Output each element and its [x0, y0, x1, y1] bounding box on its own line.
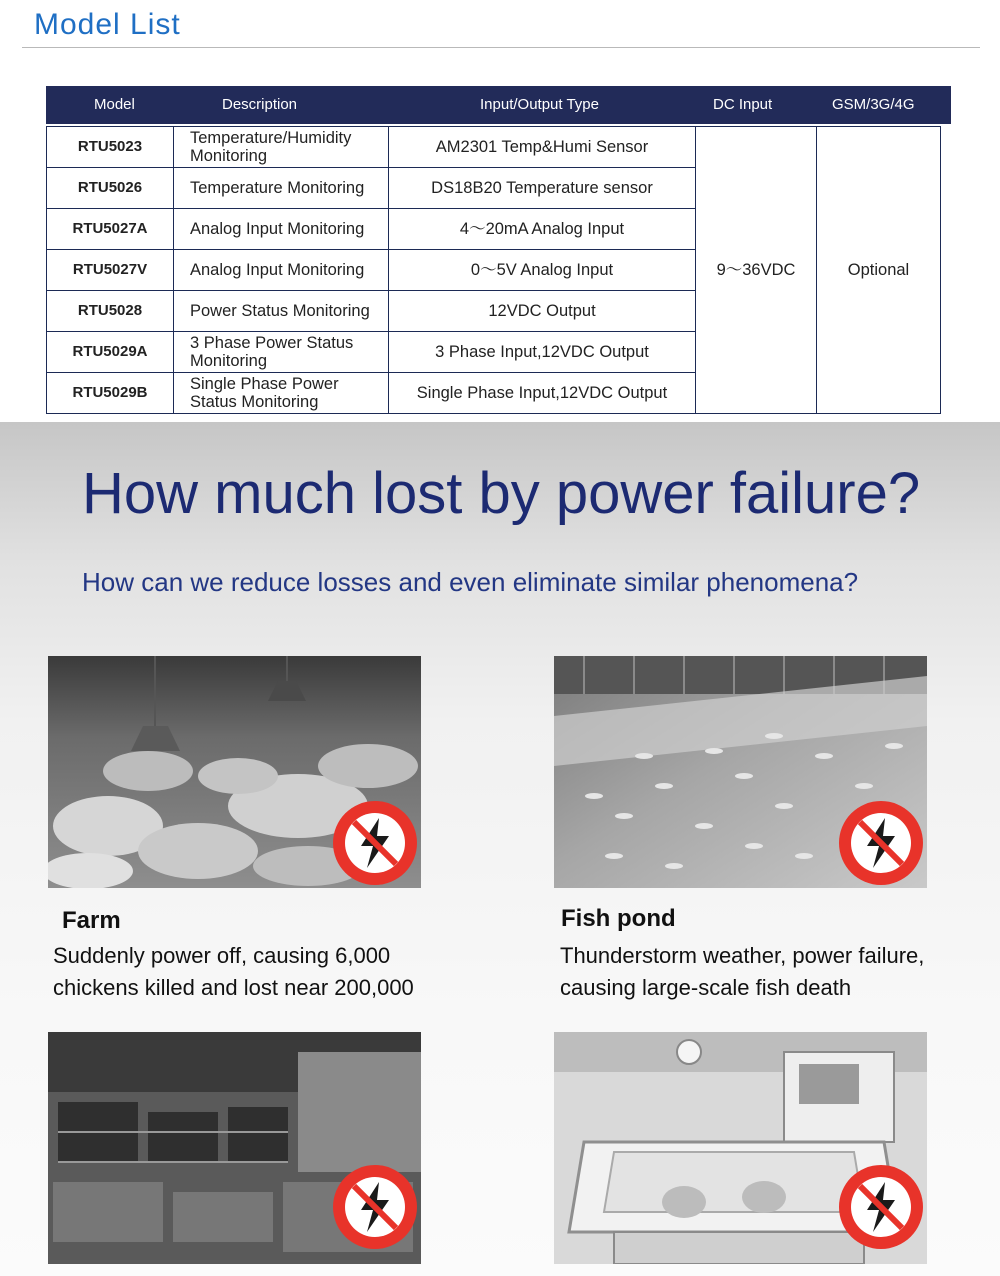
case-line: chickens killed and lost near 200,000: [53, 975, 414, 1000]
model-cell: RTU5027V: [47, 250, 174, 291]
description-cell: Analog Input Monitoring: [174, 209, 389, 250]
io-cell: 0～5V Analog Input: [389, 250, 696, 291]
section-title: Model List: [34, 8, 181, 41]
case-line: causing large-scale fish death: [560, 975, 852, 1000]
description-cell: Single Phase Power Status Monitoring: [174, 373, 389, 414]
model-table: [46, 126, 941, 414]
io-cell: 12VDC Output: [389, 291, 696, 332]
model-cell: RTU5023: [47, 127, 174, 168]
case-text-farm: [53, 940, 414, 1004]
case-line: Suddenly power off, causing 6,000: [53, 943, 391, 968]
model-cell: RTU5028: [47, 291, 174, 332]
description-cell: Temperature/Humidity Monitoring: [174, 127, 389, 168]
headline: How much lost by power failure?: [82, 461, 921, 526]
case-title-fish-pond: Fish pond: [561, 905, 676, 932]
incubator-photo: [554, 1032, 927, 1264]
io-cell: Single Phase Input,12VDC Output: [389, 373, 696, 414]
description-cell: Power Status Monitoring: [174, 291, 389, 332]
header-model: Model: [94, 96, 135, 113]
farm-photo: [48, 656, 421, 888]
io-cell: 3 Phase Input,12VDC Output: [389, 332, 696, 373]
io-cell: DS18B20 Temperature sensor: [389, 168, 696, 209]
description-cell: 3 Phase Power Status Monitoring: [174, 332, 389, 373]
table-row: [47, 127, 941, 168]
subheadline: How can we reduce losses and even eliminate similar phenomena?: [82, 567, 859, 597]
factory-photo: [48, 1032, 421, 1264]
no-power-icon: [838, 800, 924, 886]
title-divider: [22, 47, 980, 48]
header-description: Description: [222, 96, 298, 113]
description-cell: Analog Input Monitoring: [174, 250, 389, 291]
table-header: [46, 86, 951, 124]
case-text-fish-pond: [560, 940, 924, 1004]
model-cell: RTU5026: [47, 168, 174, 209]
case-title-farm: Farm: [62, 907, 121, 934]
dc-input-cell: 9～36VDC: [696, 127, 817, 414]
header-dc-input: DC Input: [713, 96, 773, 113]
model-cell: RTU5027A: [47, 209, 174, 250]
no-power-icon: [838, 1164, 924, 1250]
header-gsm: GSM/3G/4G: [832, 96, 915, 113]
fish-pond-photo: [554, 656, 927, 888]
no-power-icon: [332, 800, 418, 886]
model-cell: RTU5029B: [47, 373, 174, 414]
model-cell: RTU5029A: [47, 332, 174, 373]
case-line: Thunderstorm weather, power failure,: [560, 943, 925, 968]
io-cell: 4～20mA Analog Input: [389, 209, 696, 250]
io-cell: AM2301 Temp&Humi Sensor: [389, 127, 696, 168]
no-power-icon: [332, 1164, 418, 1250]
gsm-cell: Optional: [817, 127, 941, 414]
description-cell: Temperature Monitoring: [174, 168, 389, 209]
header-io-type: Input/Output Type: [480, 96, 599, 113]
